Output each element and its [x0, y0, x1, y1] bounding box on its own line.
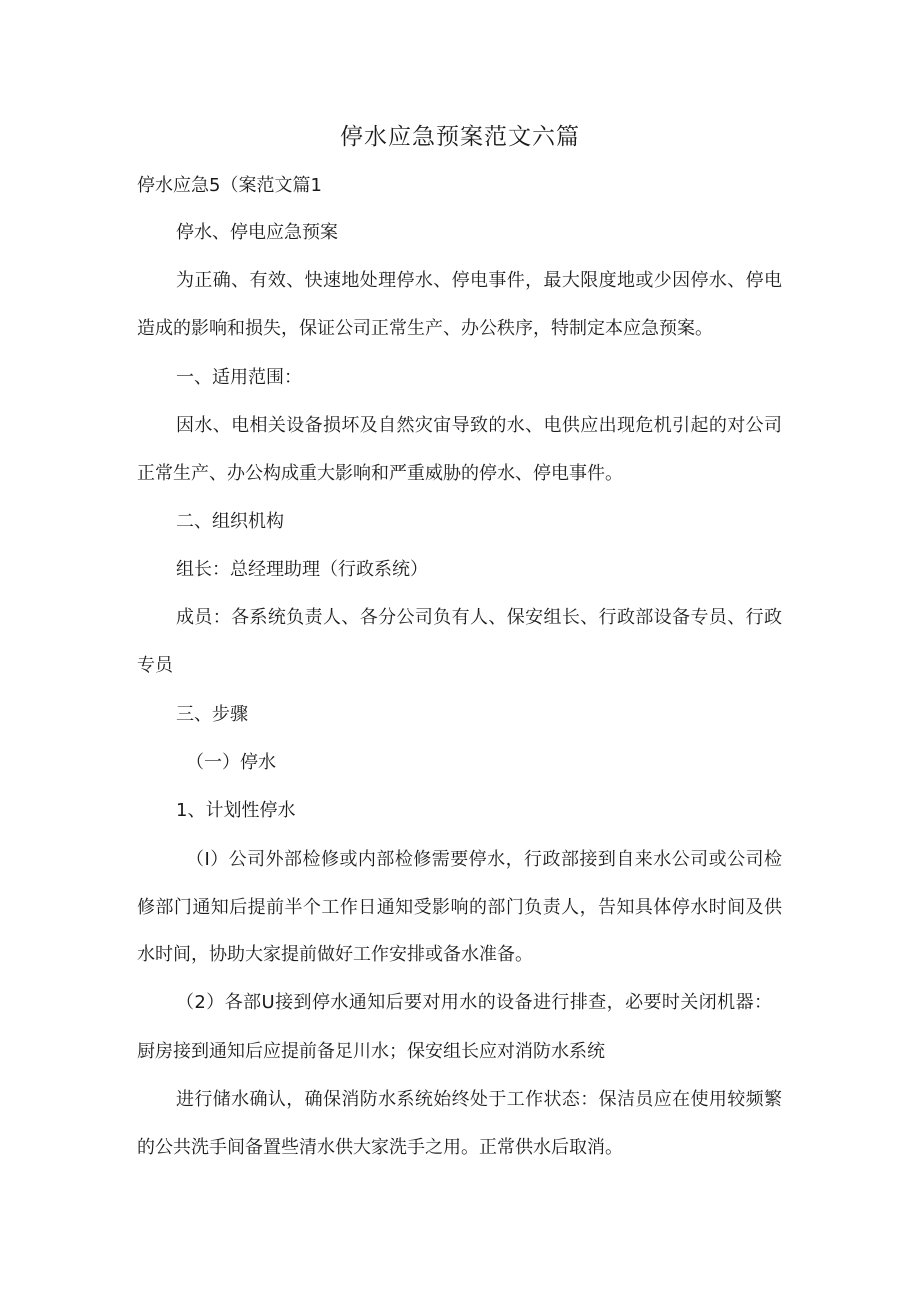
paragraph-line: 水时间，协助大家提前做好工作安排或备水准备。 [137, 944, 533, 965]
paragraph-line: （2）各部U接到停水通知后要对用水的设备进行排查，必要时关闭机器： [176, 992, 772, 1013]
paragraph-line: 修部门通知后提前半个工作日通知受影响的部门负责人，告知具体停水时间及供 [137, 897, 782, 918]
paragraph-line: 的公共洗手间备置些清水供大家洗手之用。正常供水后取消。 [137, 1137, 623, 1158]
paragraph-line: 成员：各系统负责人、各分公司负有人、保安组长、行政部设备专员、行政 [176, 607, 782, 628]
section-heading: 停水应急5（案范文篇1 [137, 175, 322, 196]
paragraph-line: 停水、停电应急预案 [176, 222, 338, 243]
paragraph-line: 造成的影响和损失，保证公司正常生产、办公秩序，特制定本应急预案。 [137, 318, 713, 339]
paragraph-line: 进行储水确认，确保消防水系统始终处于工作状态：保洁员应在使用较频繁 [176, 1089, 782, 1110]
paragraph-line: 正常生产、办公构成重大影响和严重威胁的停水、停电事件。 [137, 463, 623, 484]
paragraph-line: 三、步骤 [176, 704, 248, 725]
paragraph-line: 因水、电相关设备损坏及自然灾宙导致的水、电供应出现危机引起的对公司 [176, 415, 782, 436]
paragraph-line: （I）公司外部检修或内部检修需要停水，行政部接到自来水公司或公司检 [186, 849, 782, 870]
page-title: 停水应急预案范文六篇 [340, 124, 580, 150]
paragraph-line: 二、组织机构 [176, 511, 284, 532]
paragraph-line: 1、计划性停水 [176, 800, 296, 821]
paragraph-line: 厨房接到通知后应提前备足川水；保安组长应对消防水系统 [137, 1041, 605, 1062]
paragraph-line: 组长：总经理助理（行政系统） [176, 559, 428, 580]
paragraph-line: 一、适用范围： [176, 367, 302, 388]
paragraph-line: （一）停水 [186, 752, 276, 773]
paragraph-line: 为正确、有效、快速地处理停水、停电事件，最大限度地或少因停水、停电 [176, 270, 782, 291]
paragraph-line: 专员 [137, 655, 173, 676]
